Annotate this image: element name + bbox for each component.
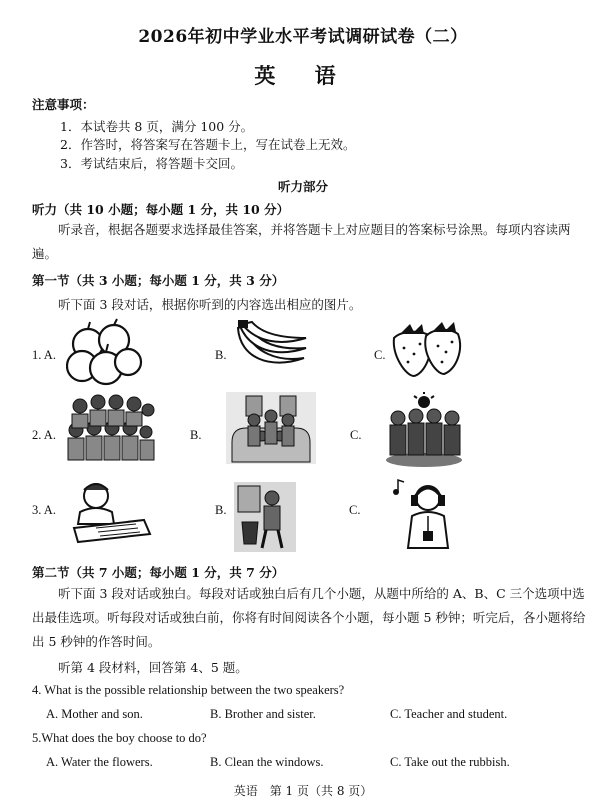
listening-heading: 听力（共 10 小题；每小题 1 分，共 10 分）	[32, 202, 290, 217]
q3-label: 3. A.	[32, 503, 56, 517]
section2-instruction: 听下面 3 段对话或独白。每段对话或独白后有几个小题，从题中所给的 A、B、C 三个选项中选出最佳选项。听每段对话或独白前，你将有时间阅读各个小题，每小题 5 秒钟；听完后，各小题将给出 5 秒钟的作答时间。	[32, 586, 586, 649]
q2-option-c: C.	[350, 428, 362, 442]
q3-option-c: C.	[349, 503, 361, 517]
notes-heading: 注意事项：	[32, 97, 95, 112]
material-note: 听第 4 段材料，回答第 4、5 题。	[58, 660, 248, 675]
q4-option-a: A. Mother and son.	[46, 707, 143, 721]
family-photo-icon	[226, 392, 316, 464]
q4-option-c: C. Teacher and student.	[390, 707, 508, 721]
q4-stem: 4. What is the possible relationship between the two speakers?	[32, 683, 345, 697]
listening-part-title: 听力部分	[277, 179, 328, 194]
apples-icon	[66, 318, 144, 386]
q2-label: 2. A.	[32, 428, 56, 442]
q3-option-b: B.	[215, 503, 227, 517]
note-item-3: 3．考试结束后，将答题卡交回。	[60, 156, 243, 171]
class-photo-icon	[66, 390, 156, 464]
q5-option-c: C. Take out the rubbish.	[390, 755, 510, 769]
note-item-2: 2．作答时，将答案写在答题卡上，写在试卷上无效。	[60, 137, 356, 152]
exam-title: 2026年初中学业水平考试调研试卷（二）	[138, 27, 468, 47]
q1-option-c: C.	[374, 348, 386, 362]
page-footer: 英语 第 1 页（共 8 页）	[233, 784, 373, 798]
q5-stem: 5.What does the boy choose to do?	[32, 731, 207, 745]
subject-title: 英 语	[254, 63, 352, 88]
note-item-1: 1．本试卷共 8 页，满分 100 分。	[60, 119, 254, 134]
team-photo-icon	[384, 392, 464, 468]
q5-option-a: A. Water the flowers.	[46, 755, 153, 769]
q1-option-b: B.	[215, 348, 227, 362]
q5-option-b: B. Clean the windows.	[210, 755, 324, 769]
section2-heading: 第二节（共 7 小题；每小题 1 分，共 7 分）	[32, 565, 285, 580]
listening-instruction: 听录音，根据各题要求选择最佳答案，并将答题卡上对应题目的答案标号涂黑。每项内容读两遍。	[32, 222, 571, 261]
section1-heading: 第一节（共 3 小题；每小题 1 分，共 3 分）	[32, 273, 285, 288]
q4-option-b: B. Brother and sister.	[210, 707, 316, 721]
bananas-icon	[230, 318, 310, 378]
q2-option-b: B.	[190, 428, 202, 442]
q1-label: 1. A.	[32, 348, 56, 362]
listening-music-icon	[388, 476, 462, 550]
section1-instruction: 听下面 3 段对话，根据你听到的内容选出相应的图片。	[58, 297, 362, 312]
boy-studying-icon	[66, 478, 152, 544]
strawberries-icon	[386, 320, 466, 380]
taking-out-rubbish-icon	[234, 482, 296, 552]
